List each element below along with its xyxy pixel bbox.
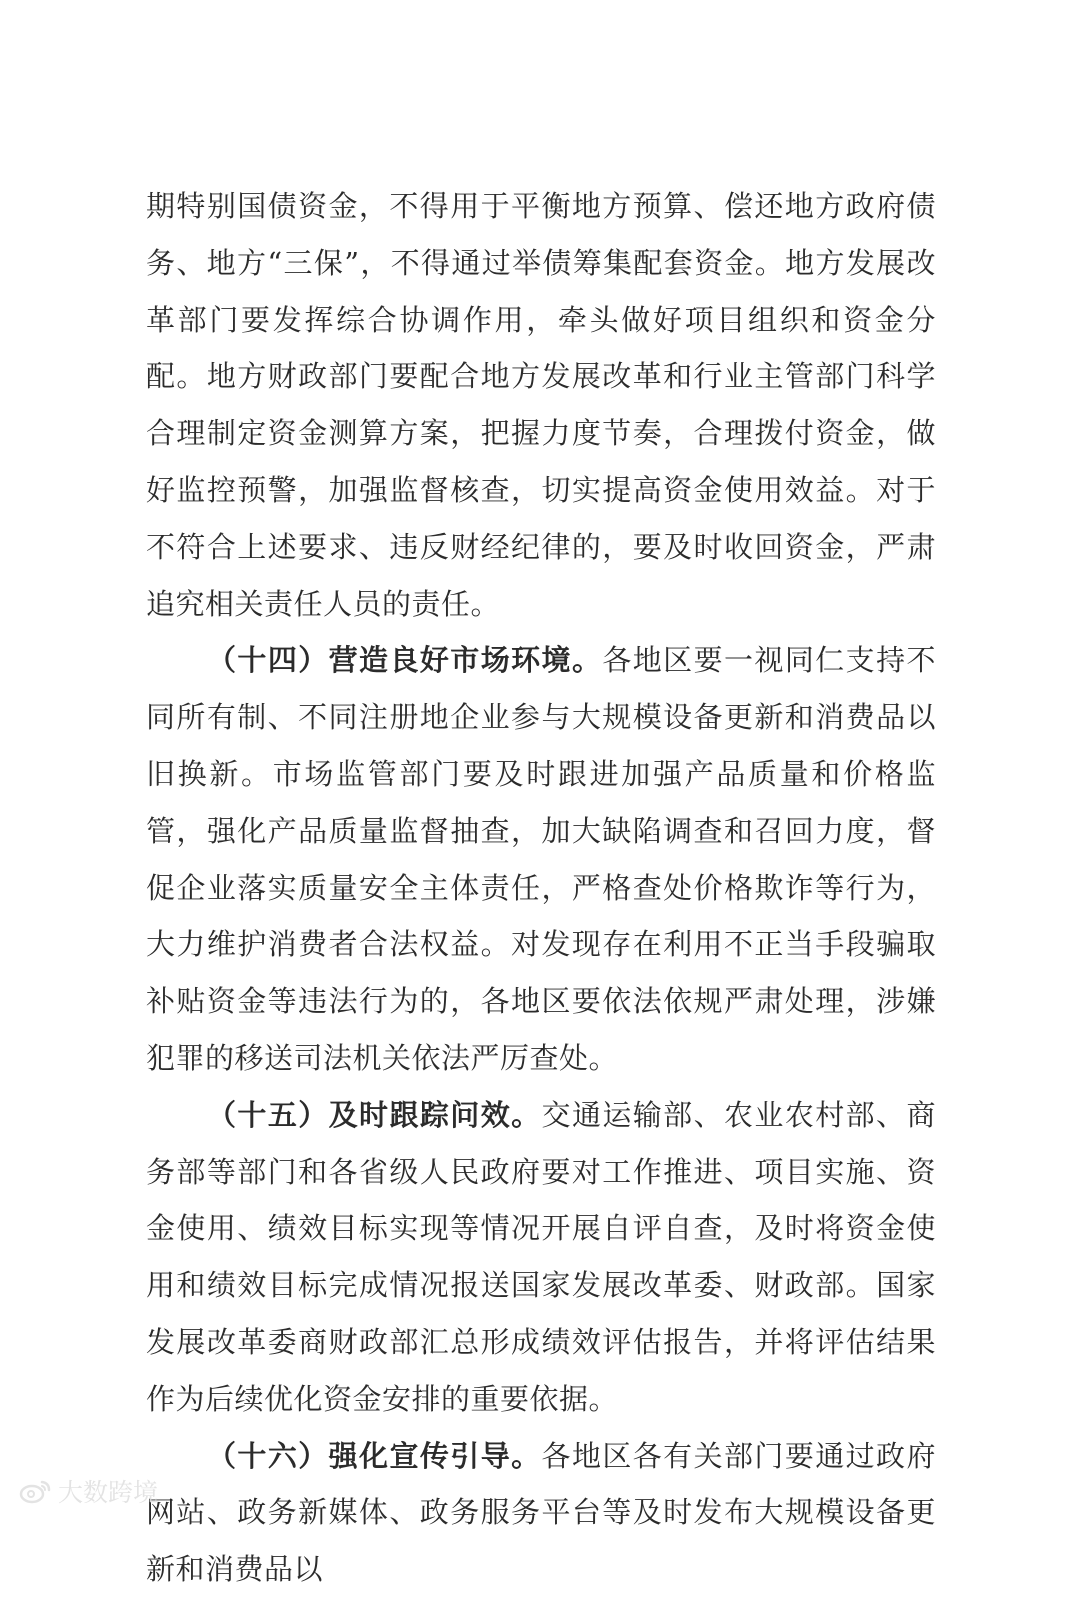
paragraph-section-15 xyxy=(146,1087,936,1428)
paragraph-text: 交通运输部、农业农村部、商务部等部门和各省级人民政府要对工作推进、项目实施、资金使用、绩效目标实现等情况开展自评自查，及时将资金使用和绩效目标完成情况报送国家发展改革委、财政部。国家发展改革委商财政部汇总形成绩效评估报告，并将评估结果作为后续优化资金安排的重要依据。 xyxy=(146,1097,936,1416)
section-heading-14: （十四）营造良好市场环境。 xyxy=(207,643,603,678)
section-heading-16: （十六）强化宣传引导。 xyxy=(207,1438,542,1473)
paragraph-section-16 xyxy=(146,1428,936,1598)
weibo-logo-icon xyxy=(18,1478,52,1504)
paragraph-text: 各地区要一视同仁支持不同所有制、不同注册地企业参与大规模设备更新和消费品以旧换新。市场监管部门要及时跟进加强产品质量和价格监管，强化产品质量监督抽查，加大缺陷调查和召回力度，督促企业落实质量安全主体责任，严格查处价格欺诈等行为，大力维护消费者合法权益。对发现存在利用不正当手段骗取补贴资金等违法行为的，各地区要依法依规严肃处理，涉嫌犯罪的移送司法机关依法严厉查处。 xyxy=(146,643,936,1075)
paragraph-continuation xyxy=(146,178,936,632)
paragraph-section-14 xyxy=(146,632,936,1086)
watermark xyxy=(18,1474,158,1508)
document-page xyxy=(146,178,936,1598)
section-heading-15: （十五）及时跟踪问效。 xyxy=(207,1097,542,1132)
paragraph-text: 各地区各有关部门要通过政府网站、政务新媒体、政务服务平台等及时发布大规模设备更新和消费品以 xyxy=(146,1438,936,1587)
paragraph-text: 期特别国债资金，不得用于平衡地方预算、偿还地方政府债务、地方“三保”，不得通过举债筹集配套资金。地方发展改革部门要发挥综合协调作用，牵头做好项目组织和资金分配。地方财政部门要配合地方发展改革和行业主管部门科学合理制定资金测算方案，把握力度节奏，合理拨付资金，做好监控预警，加强监督核查，切实提高资金使用效益。对于不符合上述要求、违反财经纪律的，要及时收回资金，严肃追究相关责任人员的责任。 xyxy=(146,189,936,621)
watermark-text: 大数跨境 xyxy=(58,1478,159,1507)
